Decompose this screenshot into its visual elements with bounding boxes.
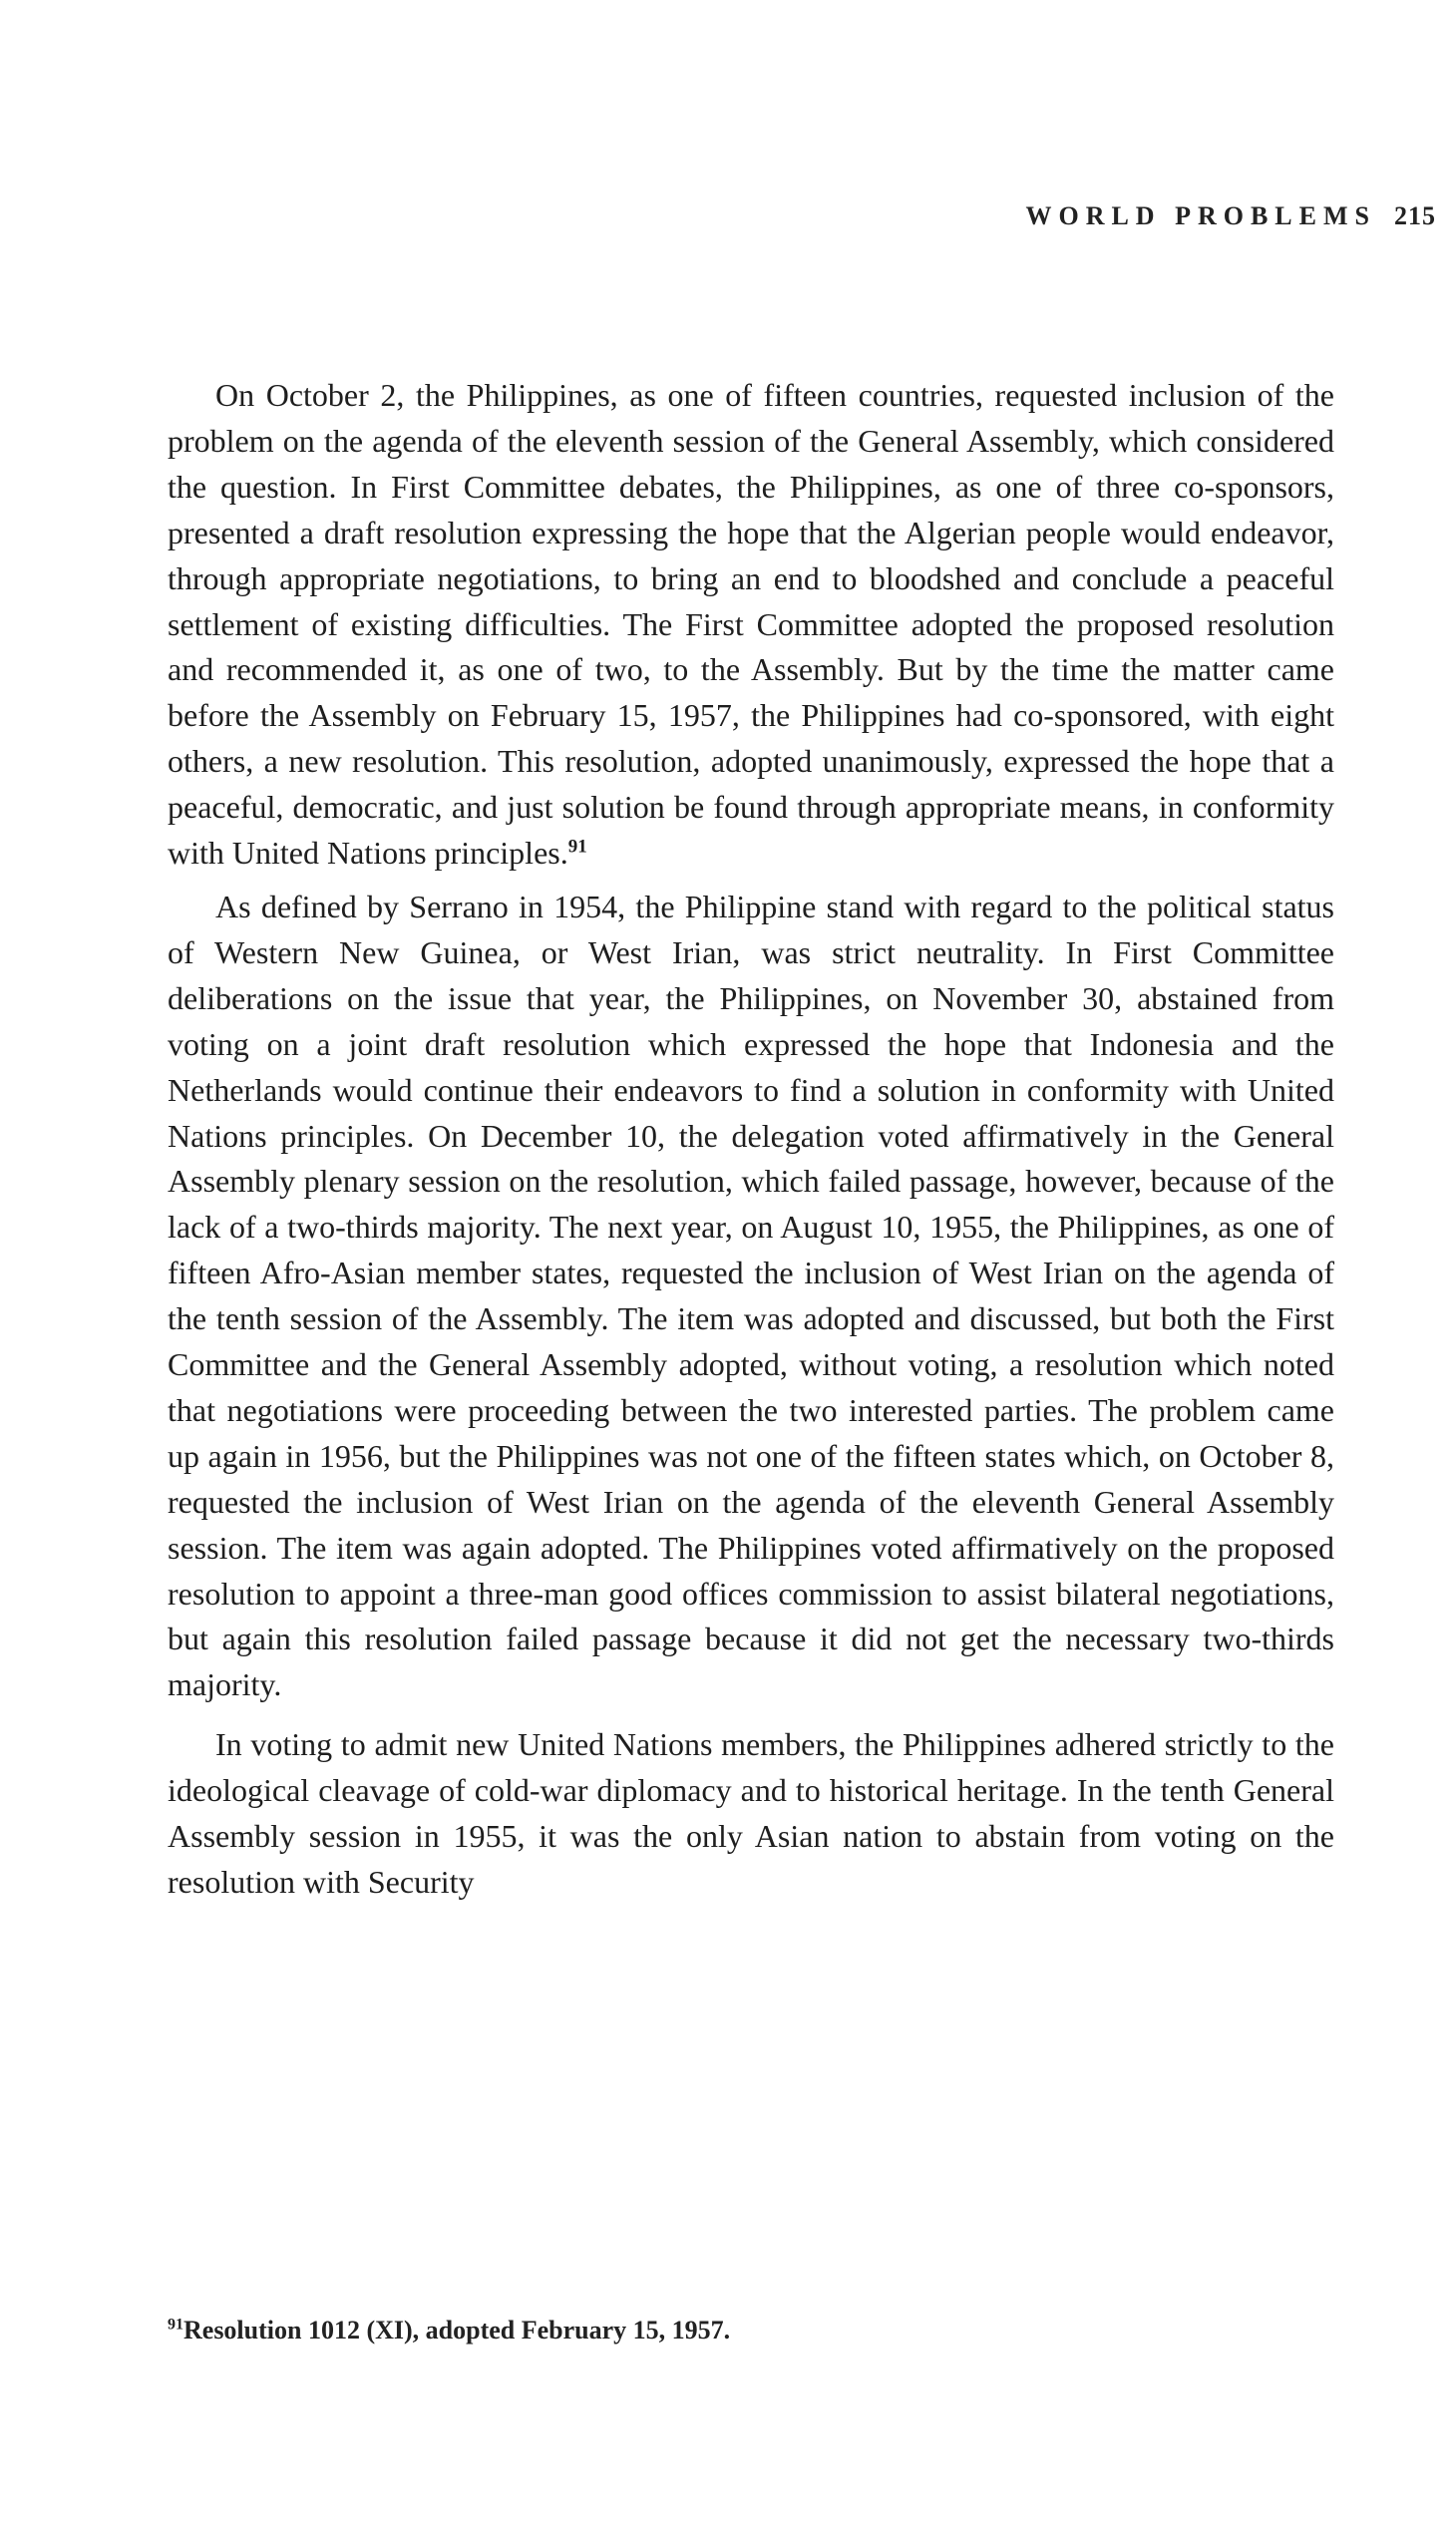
paragraph-un-membership <box>168 1722 1334 1906</box>
running-head <box>1025 201 1436 231</box>
page-number: 215 <box>1394 201 1436 230</box>
body-text <box>168 373 1334 1906</box>
paragraph-text: On October 2, the Philippines, as one of fifteen countries, requested inclusion of the problem on the agenda of the eleventh session of the General Assembly, which considered the question. In First Committee debates, the Philippines, as one of three co-sponsors, presented a draft resolution expressing the hope that the Algerian people would endeavor, through appropriate negotiations, to bring an end to bloodshed and conclude a peaceful settlement of existing difficulties. The First Committee adopted the proposed resolution and recommended it, as one of two, to the Assembly. But by the time the matter came before the Assembly on February 15, 1957, the Philippines had co-sponsored, with eight others, a new resolution. This resolution, adopted unanimously, expressed the hope that a peaceful, democratic, and just solution be found through appropriate means, in conformity with United Nations principles. <box>168 377 1334 872</box>
footnote-text: Resolution 1012 (XI), adopted February 15, 1957. <box>183 2316 731 2345</box>
footnote <box>168 2316 730 2346</box>
paragraph-west-irian <box>168 885 1334 1708</box>
running-title: WORLD PROBLEMS <box>1025 201 1376 230</box>
paragraph-text: As defined by Serrano in 1954, the Philippine stand with regard to the political status of Western New Guinea, or West Irian, was strict neutrality. In First Committee deliberations on the issue that year, the Philippines, on November 30, abstained from voting on a joint draft resolution which expressed the hope that Indonesia and the Netherlands would continue their endeavors to find a solution in conformity with United Nations principles. On December 10, the delegation voted affirmatively in the General Assembly plenary session on the resolution, which failed passage, however, because of the lack of a two-thirds majority. The next year, on August 10, 1955, the Philippines, as one of fifteen Afro-Asian member states, requested the inclusion of West Irian on the agenda of the tenth session of the Assembly. The item was adopted and discussed, but both the First Committee and the General Assembly adopted, without voting, a resolution which noted that negotiations were proceeding between the two interested parties. The problem came up again in 1956, but the Philippines was not one of the fifteen states which, on October 8, requested the inclusion of West Irian on the agenda of the eleventh General Assembly session. The item was again adopted. The Philippines voted affirmatively on the proposed resolution to appoint a three-man good offices commission to assist bilateral negotiations, but again this resolution failed passage because it did not get the necessary two-thirds majority. <box>168 888 1334 1703</box>
footnote-mark: 91 <box>168 2316 183 2334</box>
paragraph-algeria <box>168 373 1334 877</box>
footnote-reference: 91 <box>567 836 587 858</box>
paragraph-text: In voting to admit new United Nations members, the Philippines adhered strictly to the ideological cleavage of cold-war diplomacy and to historical heritage. In the tenth General Assembly session in 1955, it was the only Asian nation to abstain from voting on the resolution with Security <box>168 1726 1334 1900</box>
